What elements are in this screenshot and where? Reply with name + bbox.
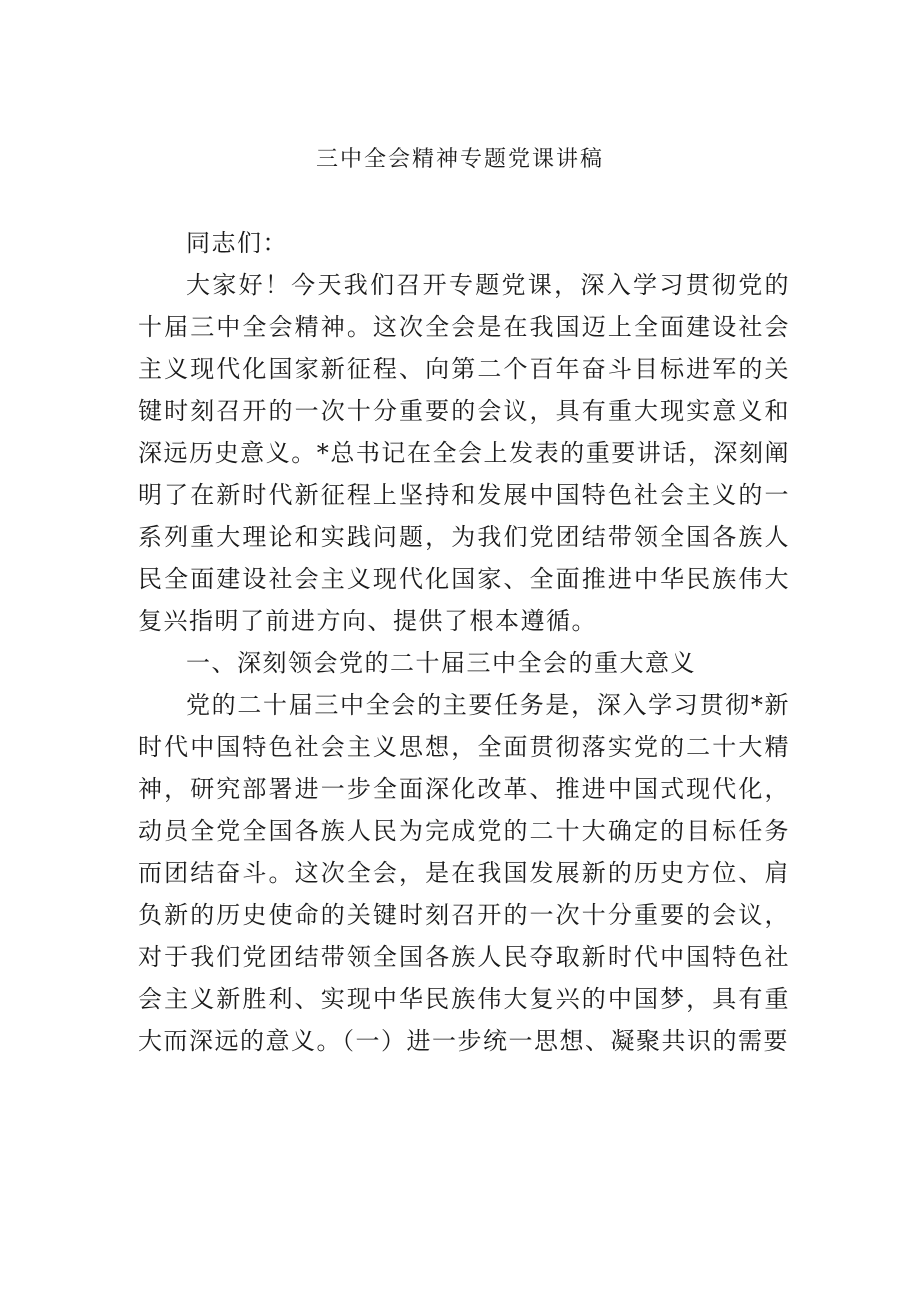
greeting: 同志们： bbox=[186, 229, 288, 257]
section-heading: 一、深刻领会党的二十届三中全会的重大意义 bbox=[186, 649, 696, 677]
document-body bbox=[138, 222, 790, 1062]
document-title: 三中全会精神专题党课讲稿 bbox=[315, 147, 604, 172]
paragraph-opening: 大家好！今天我们召开专题党课，深入学习贯彻党的十届三中全会精神。这次全会是在我国迈上全面建设社会主义现代化国家新征程、向第二个百年奋斗目标进军的关键时刻召开的一次十分重要的会议，具有重大现实意义和深远历史意义。*总书记在全会上发表的重要讲话，深刻阐明了在新时代新征程上坚持和发展中国特色社会主义的一系列重大理论和实践问题，为我们党团结带领全国各族人民全面建设社会主义现代化国家、全面推进中华民族伟大复兴指明了前进方向、提供了根本遵循。 bbox=[138, 271, 790, 635]
paragraph-significance: 党的二十届三中全会的主要任务是，深入学习贯彻*新时代中国特色社会主义思想，全面贯彻落实党的二十大精神，研究部署进一步全面深化改革、推进中国式现代化，动员全党全国各族人民为完成党的二十大确定的目标任务而团结奋斗。这次全会，是在我国发展新的历史方位、肩负新的历史使命的关键时刻召开的一次十分重要的会议，对于我们党团结带领全国各族人民夺取新时代中国特色社会主义新胜利、实现中华民族伟大复兴的中国梦，具有重大而深远的意义。（一）进一步统一思想、凝聚共识的需要 bbox=[138, 691, 790, 1055]
